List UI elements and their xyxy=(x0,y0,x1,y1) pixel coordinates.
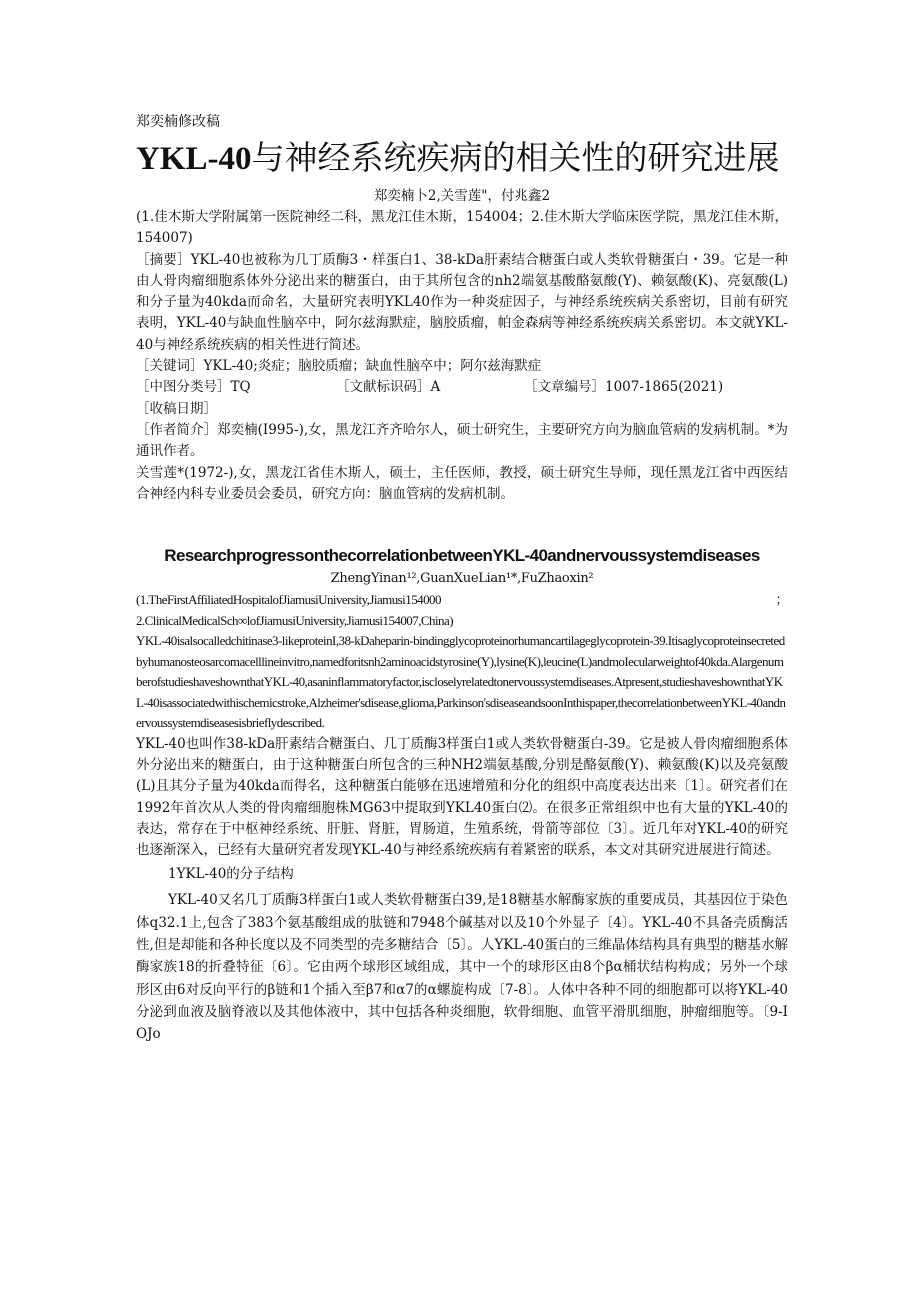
document-code: ［文献标识码］A xyxy=(336,379,441,396)
english-authors: ZhengYinan¹²,GuanXueLian¹*,FuZhaoxin² xyxy=(330,571,594,587)
english-affiliation-1 xyxy=(136,590,788,611)
affiliation-cn: (1.佳木斯大学附属第一医院神经二科，黑龙江佳木斯，154004；2.佳木斯大学临床医学院，黑龙江佳木斯，154007) xyxy=(136,209,788,247)
draft-label: 郑奕楠修改稿 xyxy=(136,114,220,130)
paper-page xyxy=(136,110,788,1046)
paper-title-rest: 与神经系统疾病的相关性的研究进展 xyxy=(251,138,780,177)
section-gap xyxy=(136,505,788,543)
author-bio-1: ［作者简介］郑奕楠(I995-),女，黑龙江齐齐哈尔人，硕士研究生，主要研究方向为脑血管病的发病机制。*为通讯作者。 xyxy=(136,421,788,460)
authors-cn: 郑奕楠卜2,关雪莲"，付兆鑫2 xyxy=(373,188,551,204)
received-date: ［收稿日期］ xyxy=(136,400,217,417)
english-affiliation-2: 2.ClinicalMedicalSch∞lofJiamusiUniversity,Jiamusi154007,China) xyxy=(136,612,453,628)
section-heading-1: 1YKL-40的分子结构 xyxy=(168,866,294,883)
intro-paragraph: YKL-40也叫作38-kDa肝素结合糖蛋白、几丁质酶3样蛋白1或人类软骨糖蛋白-39。它是被人骨肉瘤细胞系体外分泌出来的糖蛋白，由于这种糖蛋白所包含的三种NH2端氨基酸,分别是酪氨酸(Y)、赖氨酸(K)以及亮氨酸(L)且其分子量为40kda而得名，这种糖蛋白能够在迅速增殖和分化的组织中高度表达出来〔1〕。研究者们在1992年首次从人类的骨肉瘤细胞株MG63中提取到YKL40蛋白⑵。在很多正常组织中也有大量的YKL-40的表达，常存在于中枢神经系统、肝脏、肾脏，胃肠道，生殖系统，骨箭等部位〔3〕。近几年对YKL-40的研究也逐渐深入，已经有大量研究者发现YKL-40与神经系统疾病有着紧密的联系，本文对其研究进展进行简述。 xyxy=(136,735,788,859)
english-affiliation-1-text: (1.TheFirstAffiliatedHospitalofJiamusiUniversity,Jiamusi154000 xyxy=(136,592,441,608)
clc-number: ［中图分类号］TQ xyxy=(136,379,251,396)
paper-title xyxy=(136,136,788,181)
paper-title-bold: YKL-40 xyxy=(136,141,252,177)
english-abstract: YKL-40isalsocalledchitinase3-likeproteinI,38-kDaheparin-bindingglycoproteinorhumancartilageglycoprotein-39.Itisaglycoproteinsecretedbyhumanosteosarcomacelllineinvitro,namedforitsnh2aminoacidstyrosine(Y),lysine(K),leucine(L)andmoIecularweightof40kda.AlargenumberofstudieshaveshownthatYKL-40,asaninflammatoryfactor,iscloselyrelatedtonervoussystemdiseases.Atpresent,studieshaveshownthatYKL-40isassociatedwithischemicstroke,Alzheimer'sdisease,glioma,Parkinson'sdiseaseandsoonInthispaper,thecorrelationbetweenYKL-40andnervoussystemdiseasesisbrieflydescribed. xyxy=(136,633,786,731)
article-number: ［文章编号］1007-1865(2021) xyxy=(524,379,724,396)
english-affiliation-1-mark: ； xyxy=(775,592,788,608)
section-1-paragraph: YKL-40又名几丁质酶3样蛋白1或人类软骨糖蛋白39,是18糖基水解酶家族的重要成员，其基因位于染色体q32.1上,包含了383个氨基酸组成的肽链和7948个碱基对以及10个外显子〔4〕。YKL-40不具备壳质酶活性,但是却能和各种长度以及不同类型的壳多糖结合〔5〕。人YKL-40蛋白的三维晶体结构具有典型的糖基水解酶家族18的折叠特征〔6〕。它由两个球形区域组成，其中一个的球形区由8个βα桶状结构构成；另外一个球形区由6对反向平行的β链和1个插入至β7和α7的α螺旋构成〔7-8〕。人体中各种不同的细胞都可以将YKL-40分泌到血液及脑脊液以及其他体液中，其中包括各种炎细胞，软骨细胞、血管平滑肌细胞，肿瘤细胞等。〔9-IOJo xyxy=(136,892,788,1043)
keywords-cn: ［关键词］YKL-40;炎症；脑胶质瘤；缺血性脑卒中；阿尔兹海默症 xyxy=(136,358,542,375)
abstract-cn: ［摘要］YKL-40也被称为几丁质酶3・样蛋白1、38-kDa肝素结合糖蛋白或人类软骨糖蛋白・39。它是一种由人骨肉瘤细胞系体外分泌出来的糖蛋白，由于其所包含的nh2端氨基酸酪氨酸(Y)、赖氨酸(K)、亮氨酸(L)和分子量为40kda而命名，大量研究表明YKL40作为一种炎症因子，与神经系统疾病关系密切，目前有研究表明，YKL-40与缺血性脑卒中，阿尔兹海默症，脑胶质瘤，帕金森病等神经系统疾病关系密切。本文就YKL-40与神经系统疾病的相关性进行简述。 xyxy=(136,251,788,353)
classification-row xyxy=(136,377,788,398)
english-title: ResearchprogressonthecorrelationbetweenYKL-40andnervoussystemdiseases xyxy=(164,546,760,566)
author-bio-2: 关雪莲*(1972-),女，黑龙江省佳木斯人，硕士，主任医师，教授，硕士研究生导师，现任黑龙江省中西医结合神经内科专业委员会委员，研究方向：脑血管病的发病机制。 xyxy=(136,464,788,502)
